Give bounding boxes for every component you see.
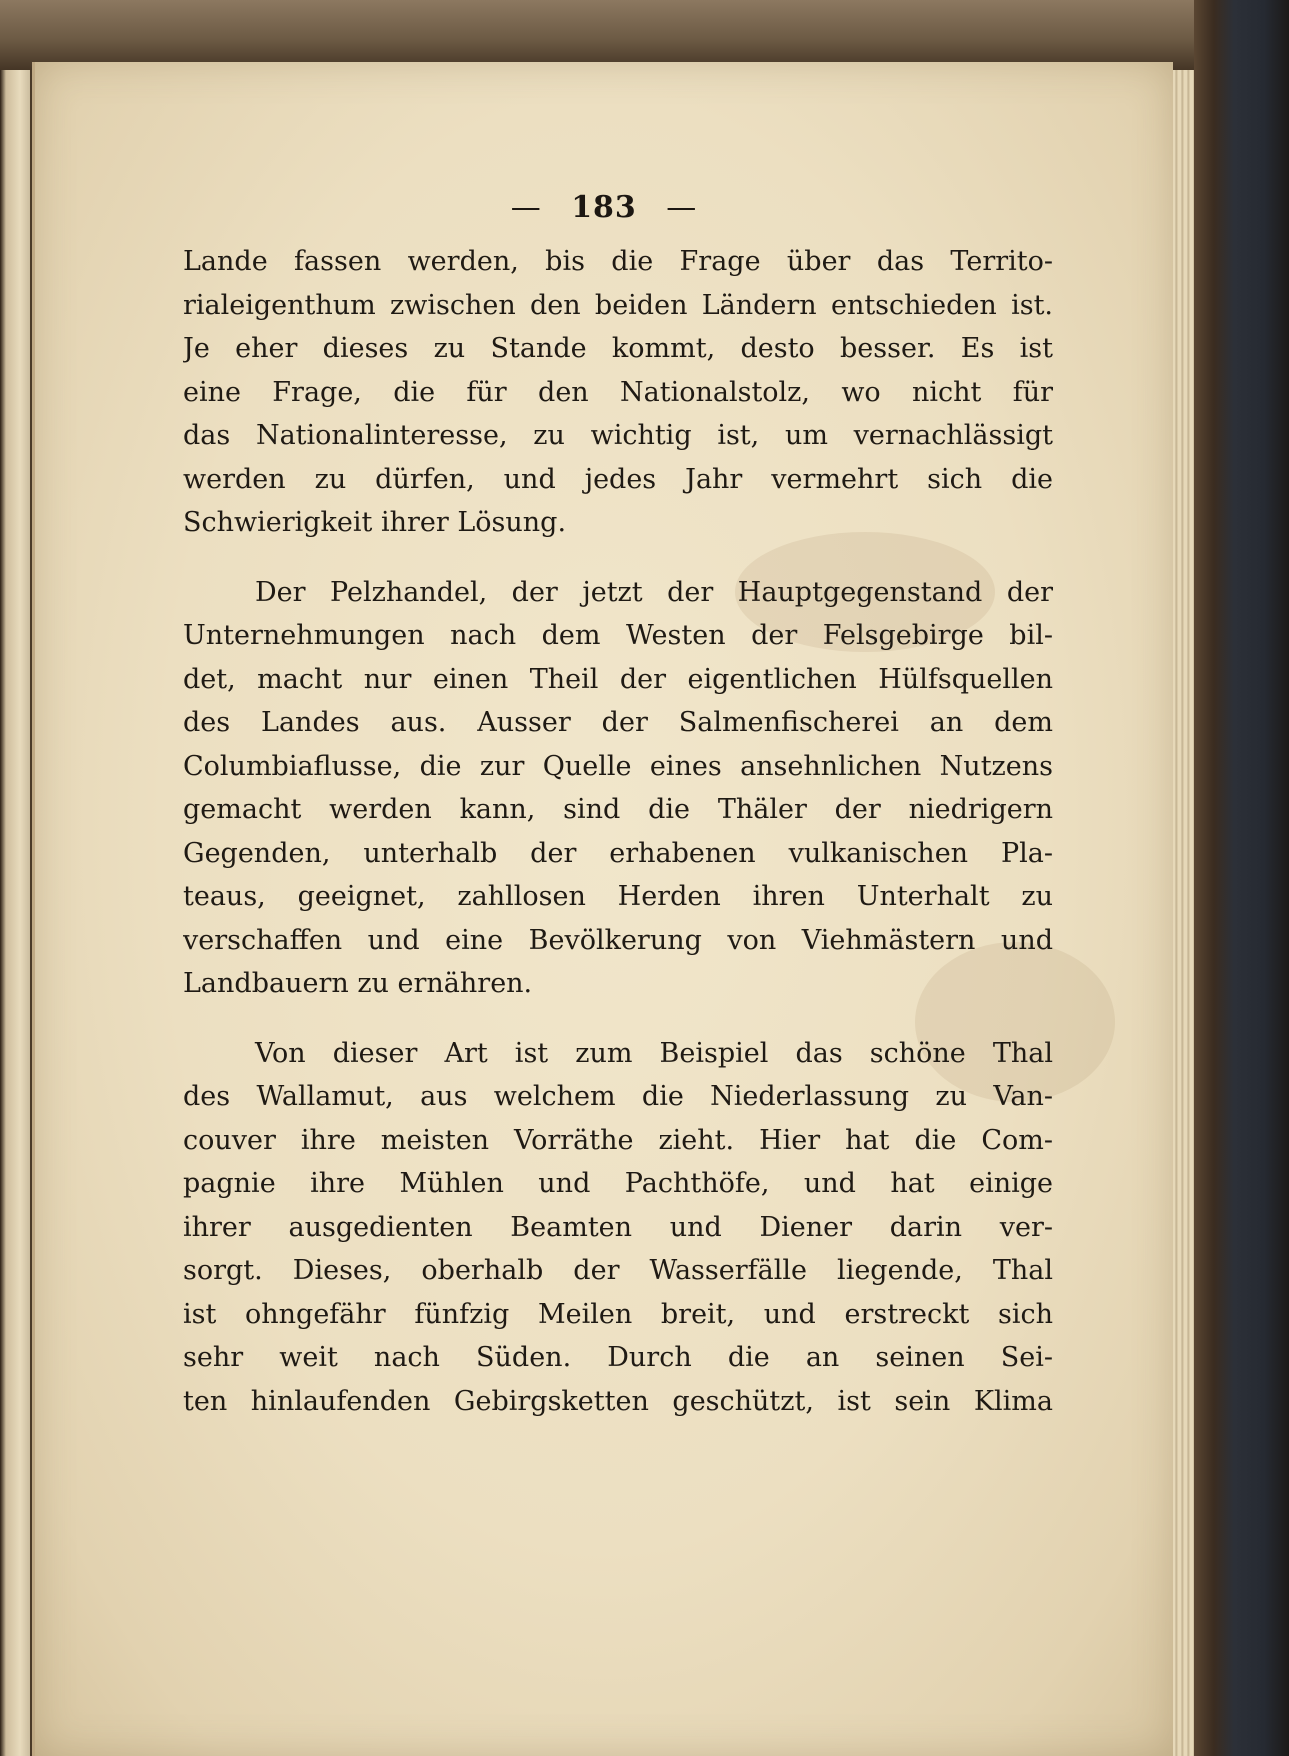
text-line: ist ohngefähr fünfzig Meilen breit, und erstreckt sich: [183, 1298, 1053, 1330]
text-line: des Landes aus. Ausser der Salmenfischerei an dem: [183, 707, 1053, 738]
book-cover-right: [1194, 0, 1289, 1756]
text-line: couver ihre meisten Vorräthe zieht. Hier hat die Com-: [183, 1124, 1053, 1156]
text-line: Von dieser Art ist zum Beispiel das schöne Thal: [255, 1037, 1053, 1069]
text-line: Unternehmungen nach dem Westen der Felsgebirge bil-: [183, 620, 1053, 651]
text-line: Gegenden, unterhalb der erhabenen vulkanischen Pla-: [183, 837, 1053, 869]
text-line: Der Pelzhandel, der jetzt der Hauptgegenstand der: [255, 576, 1053, 608]
text-line: rialeigenthum zwischen den beiden Ländern entschieden ist.: [183, 289, 1053, 321]
body-text: [183, 240, 1053, 1423]
page-number-dash-left: —: [510, 190, 542, 225]
text-line: Landbauern zu ernähren.: [183, 968, 533, 999]
page-number: [35, 190, 1173, 225]
text-line: det, macht nur einen Theil der eigentlichen Hülfsquellen: [183, 663, 1053, 695]
text-line: ihrer ausgedienten Beamten und Diener darin ver-: [183, 1211, 1053, 1243]
text-line: Columbiaflusse, die zur Quelle eines ansehnlichen Nutzens: [183, 750, 1053, 782]
text-line: das Nationalinteresse, zu wichtig ist, um vernachlässigt: [183, 420, 1053, 451]
text-line: sehr weit nach Süden. Durch die an seinen Sei-: [183, 1342, 1053, 1373]
text-line: Schwierigkeit ihrer Lösung.: [183, 507, 567, 538]
text-line: sorgt. Dieses, oberhalb der Wasserfälle liegende, Thal: [183, 1255, 1053, 1286]
paragraph-gap: [183, 1006, 1053, 1032]
text-line: Je eher dieses zu Stande kommt, desto besser. Es ist: [183, 333, 1053, 364]
text-line: teaus, geeignet, zahllosen Herden ihren Unterhalt zu: [183, 881, 1053, 912]
book-page: [32, 62, 1173, 1756]
facing-page-edge: [0, 70, 32, 1756]
text-line: gemacht werden kann, sind die Thäler der niedrigern: [183, 794, 1053, 825]
text-line: werden zu dürfen, und jedes Jahr vermehrt sich die: [183, 463, 1053, 495]
text-line: Lande fassen werden, bis die Frage über das Territo-: [183, 246, 1053, 277]
text-line: ten hinlaufenden Gebirgsketten geschützt, ist sein Klima: [183, 1385, 1053, 1417]
text-line: verschaffen und eine Bevölkerung von Viehmästern und: [183, 924, 1053, 956]
page-number-value: 183: [571, 190, 637, 225]
paragraph-gap: [183, 545, 1053, 571]
text-line: pagnie ihre Mühlen und Pachthöfe, und hat einige: [183, 1168, 1053, 1199]
page-number-dash-right: —: [666, 190, 698, 225]
text-line: des Wallamut, aus welchem die Niederlassung zu Van-: [183, 1081, 1053, 1112]
text-line: eine Frage, die für den Nationalstolz, wo nicht für: [183, 376, 1053, 408]
